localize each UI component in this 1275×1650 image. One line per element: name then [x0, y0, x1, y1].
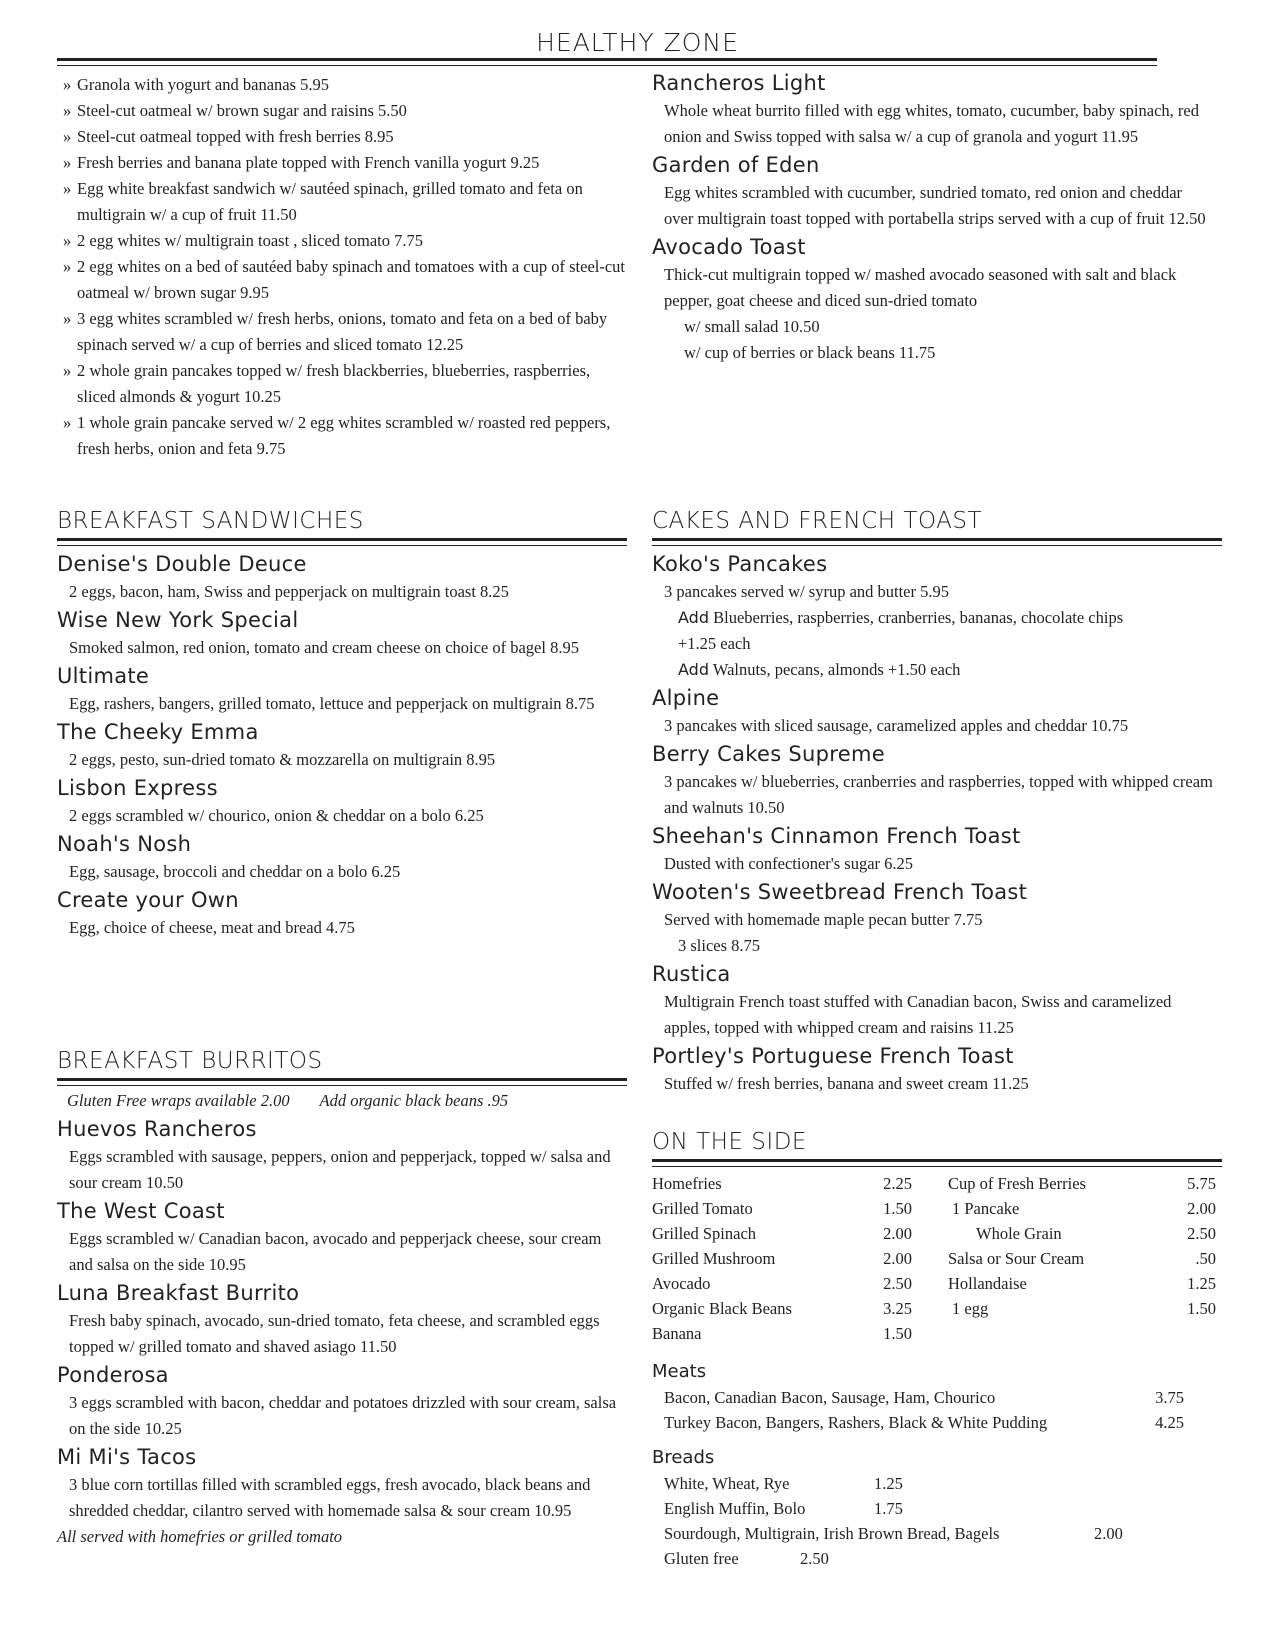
- menu-item-name: Garden of Eden: [652, 153, 820, 177]
- side-price: 1.50: [1187, 1299, 1216, 1318]
- list-item: » 3 egg whites scrambled w/ fresh herbs, onions, tomato and feta on a bed of baby spinach served w/ a cup of berries and sliced tomato 12.25: [63, 309, 608, 354]
- menu-item-desc: Egg, rashers, bangers, grilled tomato, lettuce and pepperjack on multigrain 8.75: [69, 694, 595, 713]
- meat-item: Bacon, Canadian Bacon, Sausage, Ham, Chourico: [664, 1388, 996, 1407]
- add-on-line: Add Blueberries, raspberries, cranberries, bananas, chocolate chips: [678, 608, 1124, 627]
- side-price: 3.25: [883, 1299, 912, 1318]
- list-item: » Steel-cut oatmeal topped with fresh berries 8.95: [63, 127, 394, 146]
- meats-list: [652, 1385, 1222, 1435]
- side-price: 2.25: [883, 1174, 912, 1193]
- menu-item-name: Wooten's Sweetbread French Toast: [652, 880, 1028, 904]
- bread-item: Gluten free: [664, 1549, 739, 1568]
- menu-item-desc: Egg, sausage, broccoli and cheddar on a bolo 6.25: [69, 862, 401, 881]
- list-item: » Egg white breakfast sandwich w/ sautéed spinach, grilled tomato and feta on multigrain w/ a cup of fruit 11.50: [63, 179, 583, 224]
- side-price: 2.50: [1187, 1224, 1216, 1243]
- on-the-side-section: [652, 1128, 1222, 1571]
- menu-item-desc: 3 pancakes with sliced sausage, caramelized apples and cheddar 10.75: [664, 716, 1129, 735]
- menu-item-name: Portley's Portuguese French Toast: [652, 1044, 1014, 1068]
- menu-item-name: The West Coast: [57, 1199, 225, 1223]
- menu-item-name: Wise New York Special: [57, 608, 299, 632]
- menu-item-name: Sheehan's Cinnamon French Toast: [652, 824, 1021, 848]
- sides-right-column: [948, 1171, 1216, 1321]
- side-price: 1.50: [883, 1324, 912, 1343]
- menu-item-name: Noah's Nosh: [57, 832, 192, 856]
- menu-item-desc: 2 eggs scrambled w/ chourico, onion & cheddar on a bolo 6.25: [69, 806, 484, 825]
- menu-item-name: Rancheros Light: [652, 71, 826, 95]
- menu-item-name: Rustica: [652, 962, 731, 986]
- side-item: Banana: [652, 1324, 702, 1343]
- bread-row: [664, 1521, 1222, 1546]
- side-price: 2.00: [883, 1249, 912, 1268]
- list-item: » 2 egg whites w/ multigrain toast , sliced tomato 7.75: [63, 231, 423, 250]
- side-price: 2.50: [883, 1274, 912, 1293]
- add-on-price: +1.25 each: [678, 634, 751, 653]
- healthy-zone-list: [57, 72, 627, 462]
- side-price: 5.75: [1187, 1174, 1216, 1193]
- bread-price: 1.75: [874, 1499, 903, 1518]
- healthy-zone-rule: [57, 58, 1157, 64]
- menu-item-desc: Thick-cut multigrain topped w/ mashed avocado seasoned with salt and black pepper, goat cheese and diced sun-dried tomato: [664, 265, 1177, 310]
- menu-item-option: w/ small salad 10.50: [684, 317, 820, 336]
- list-item: » Granola with yogurt and bananas 5.95: [63, 75, 330, 94]
- side-item: Organic Black Beans: [652, 1299, 792, 1318]
- menu-item-name: Create your Own: [57, 888, 239, 912]
- menu-item-name: Ultimate: [57, 664, 150, 688]
- menu-item-desc: Dusted with confectioner's sugar 6.25: [664, 854, 914, 873]
- meats-title: Meats: [652, 1361, 707, 1382]
- menu-item-name: Denise's Double Deuce: [57, 552, 307, 576]
- breads-list: [652, 1471, 1222, 1571]
- menu-item-name: Luna Breakfast Burrito: [57, 1281, 300, 1305]
- side-price: .50: [1195, 1249, 1216, 1268]
- menu-item-desc: Whole wheat burrito filled with egg whites, tomato, cucumber, baby spinach, red onion and Swiss topped with salsa w/ a cup of granola and yogurt 11.95: [664, 101, 1199, 146]
- side-price: 2.00: [1187, 1199, 1216, 1218]
- menu-item-name: Mi Mi's Tacos: [57, 1445, 197, 1469]
- menu-item-desc: Egg whites scrambled with cucumber, sundried tomato, red onion and cheddar over multigrain toast topped with portabella strips served with a cup of fruit 12.50: [664, 183, 1206, 228]
- section-title: ON THE SIDE: [652, 1129, 807, 1155]
- healthy-zone-title: HEALTHY ZONE: [536, 28, 739, 57]
- healthy-zone-right: [652, 68, 1212, 366]
- menu-item-name: Huevos Rancheros: [57, 1117, 257, 1141]
- menu-item-desc: Multigrain French toast stuffed with Canadian bacon, Swiss and caramelized apples, topped with whipped cream and raisins 11.25: [664, 992, 1172, 1037]
- side-price: 1.50: [883, 1199, 912, 1218]
- section-rule: [652, 538, 1222, 544]
- menu-item-desc: Smoked salmon, red onion, tomato and cream cheese on choice of bagel 8.95: [69, 638, 579, 657]
- add-on-line: Add Walnuts, pecans, almonds +1.50 each: [678, 660, 961, 679]
- section-title: BREAKFAST BURRITOS: [57, 1048, 323, 1074]
- menu-item-desc: Egg, choice of cheese, meat and bread 4.75: [69, 918, 355, 937]
- menu-item-desc: Stuffed w/ fresh berries, banana and sweet cream 11.25: [664, 1074, 1029, 1093]
- menu-item-desc: 2 eggs, bacon, ham, Swiss and pepperjack on multigrain toast 8.25: [69, 582, 509, 601]
- menu-item-desc: Served with homemade maple pecan butter 7.75: [664, 910, 983, 929]
- menu-item-desc: 3 pancakes w/ blueberries, cranberries and raspberries, topped with whipped cream and walnuts 10.50: [664, 772, 1213, 817]
- menu-item-name: Lisbon Express: [57, 776, 218, 800]
- menu-item-desc: Eggs scrambled with sausage, peppers, onion and pepperjack, topped w/ salsa and sour cream 10.50: [69, 1147, 611, 1192]
- menu-item-desc: Eggs scrambled w/ Canadian bacon, avocado and pepperjack cheese, sour cream and salsa on the side 10.95: [69, 1229, 602, 1274]
- side-item: Grilled Spinach: [652, 1224, 757, 1243]
- side-item: Cup of Fresh Berries: [948, 1174, 1086, 1193]
- menu-item-name: Ponderosa: [57, 1363, 169, 1387]
- bread-price: 1.25: [874, 1474, 903, 1493]
- menu-item-name: Avocado Toast: [652, 235, 806, 259]
- section-rule: [57, 1078, 627, 1084]
- meat-price: 4.25: [1155, 1413, 1184, 1432]
- bread-item: White, Wheat, Rye: [664, 1474, 790, 1493]
- burrito-footer-note: All served with homefries or grilled tomato: [57, 1527, 343, 1546]
- list-item: » 2 whole grain pancakes topped w/ fresh blackberries, blueberries, raspberries, sliced almonds & yogurt 10.25: [63, 361, 591, 406]
- bread-row: [664, 1471, 1222, 1496]
- section-rule: [57, 538, 627, 544]
- burrito-notes: [57, 1088, 627, 1114]
- side-item: 1 Pancake: [952, 1199, 1020, 1218]
- section-title: BREAKFAST SANDWICHES: [57, 508, 364, 534]
- menu-item-desc: Fresh baby spinach, avocado, sun-dried tomato, feta cheese, and scrambled eggs topped w/ grilled tomato and shaved asiago 11.50: [69, 1311, 600, 1356]
- bread-price: 2.50: [800, 1549, 829, 1568]
- breakfast-burritos-section: [57, 1047, 627, 1550]
- menu-item-option: w/ cup of berries or black beans 11.75: [684, 343, 936, 362]
- meat-item: Turkey Bacon, Bangers, Rashers, Black & White Pudding: [664, 1413, 1048, 1432]
- gluten-free-note: Gluten Free wraps available 2.00: [67, 1091, 290, 1110]
- menu-item-name: Berry Cakes Supreme: [652, 742, 885, 766]
- bread-item: English Muffin, Bolo: [664, 1499, 806, 1518]
- sides-grid: [652, 1171, 1222, 1349]
- section-rule: [652, 1159, 1222, 1165]
- side-item: Whole Grain: [976, 1224, 1062, 1243]
- list-item: » 2 egg whites on a bed of sautéed baby spinach and tomatoes with a cup of steel-cut oatmeal w/ brown sugar 9.95: [63, 257, 626, 302]
- bread-item: Sourdough, Multigrain, Irish Brown Bread, Bagels: [664, 1524, 1000, 1543]
- section-title: CAKES AND FRENCH TOAST: [652, 508, 983, 534]
- side-price: 1.25: [1187, 1274, 1216, 1293]
- menu-item-desc: 2 eggs, pesto, sun-dried tomato & mozzarella on multigrain 8.95: [69, 750, 496, 769]
- side-item: 1 egg: [952, 1299, 989, 1318]
- bread-row: [664, 1546, 1222, 1571]
- black-beans-note: Add organic black beans .95: [319, 1091, 509, 1110]
- side-item: Grilled Mushroom: [652, 1249, 776, 1268]
- breakfast-sandwiches-section: [57, 507, 627, 941]
- bread-price: 2.00: [1094, 1524, 1123, 1543]
- menu-item-desc: 3 eggs scrambled with bacon, cheddar and potatoes drizzled with sour cream, salsa on the side 10.25: [69, 1393, 617, 1438]
- side-item: Homefries: [652, 1174, 722, 1193]
- side-item: Salsa or Sour Cream: [948, 1249, 1085, 1268]
- side-item: Avocado: [652, 1274, 711, 1293]
- list-item: » Fresh berries and banana plate topped with French vanilla yogurt 9.25: [63, 153, 540, 172]
- menu-item-option: 3 slices 8.75: [678, 936, 761, 955]
- list-item: » Steel-cut oatmeal w/ brown sugar and raisins 5.50: [63, 101, 407, 120]
- breads-title: Breads: [652, 1447, 715, 1468]
- menu-item-name: Koko's Pancakes: [652, 552, 828, 576]
- sides-left-column: [652, 1171, 912, 1346]
- list-item: » 1 whole grain pancake served w/ 2 egg whites scrambled w/ roasted red peppers, fresh herbs, onion and feta 9.75: [63, 413, 611, 458]
- menu-item-desc: 3 pancakes served w/ syrup and butter 5.95: [664, 582, 950, 601]
- menu-item-name: Alpine: [652, 686, 720, 710]
- side-item: Hollandaise: [948, 1274, 1027, 1293]
- menu-item-desc: 3 blue corn tortillas filled with scrambled eggs, fresh avocado, black beans and shredded cheddar, cilantro served with homemade salsa & sour cream 10.95: [69, 1475, 591, 1520]
- side-price: 2.00: [883, 1224, 912, 1243]
- side-item: Grilled Tomato: [652, 1199, 753, 1218]
- meat-price: 3.75: [1155, 1388, 1184, 1407]
- menu-item-name: The Cheeky Emma: [57, 720, 259, 744]
- bread-row: [664, 1496, 1222, 1521]
- cakes-french-toast-section: [652, 507, 1217, 1097]
